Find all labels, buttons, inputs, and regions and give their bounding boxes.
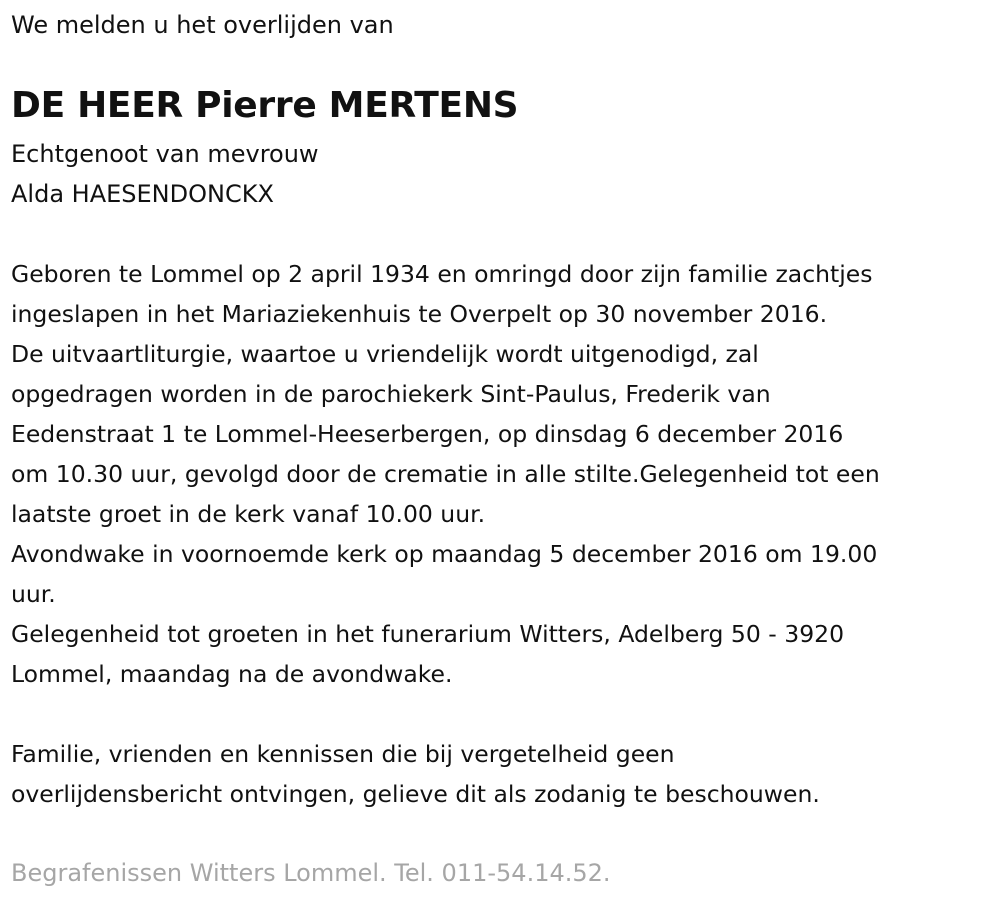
body-line: ingeslapen in het Mariaziekenhuis te Overpelt op 30 november 2016. (11, 300, 828, 328)
body-line: opgedragen worden in de parochiekerk Sint-Paulus, Frederik van (11, 380, 771, 408)
body-line: Geboren te Lommel op 2 april 1934 en omringd door zijn familie zachtjes (11, 260, 873, 288)
body-line: Avondwake in voornoemde kerk op maandag 5 december 2016 om 19.00 (11, 540, 878, 568)
body-line: om 10.30 uur, gevolgd door de crematie in alle stilte.Gelegenheid tot een (11, 460, 880, 488)
body-line: laatste groet in de kerk vanaf 10.00 uur. (11, 500, 486, 528)
closing-line: overlijdensbericht ontvingen, gelieve dit als zodanig te beschouwen. (11, 780, 820, 808)
body-line: uur. (11, 580, 56, 608)
spouse-line: Alda HAESENDONCKX (11, 180, 274, 208)
closing-line: Familie, vrienden en kennissen die bij vergetelheid geen (11, 740, 675, 768)
spouse-line: Echtgenoot van mevrouw (11, 140, 319, 168)
intro-text: We melden u het overlijden van (11, 11, 394, 39)
body-line: Gelegenheid tot groeten in het funerarium Witters, Adelberg 50 - 3920 (11, 620, 845, 648)
body-line: De uitvaartliturgie, waartoe u vriendelijk wordt uitgenodigd, zal (11, 340, 759, 368)
notice-body (11, 254, 880, 694)
deceased-name: DE HEER Pierre MERTENS (11, 85, 519, 126)
closing-text (11, 734, 820, 814)
body-line: Eedenstraat 1 te Lommel-Heeserbergen, op dinsdag 6 december 2016 (11, 420, 844, 448)
funeral-home-footer: Begrafenissen Witters Lommel. Tel. 011-54.14.52. (11, 859, 611, 887)
body-line: Lommel, maandag na de avondwake. (11, 660, 453, 688)
spouse-block (11, 134, 319, 214)
